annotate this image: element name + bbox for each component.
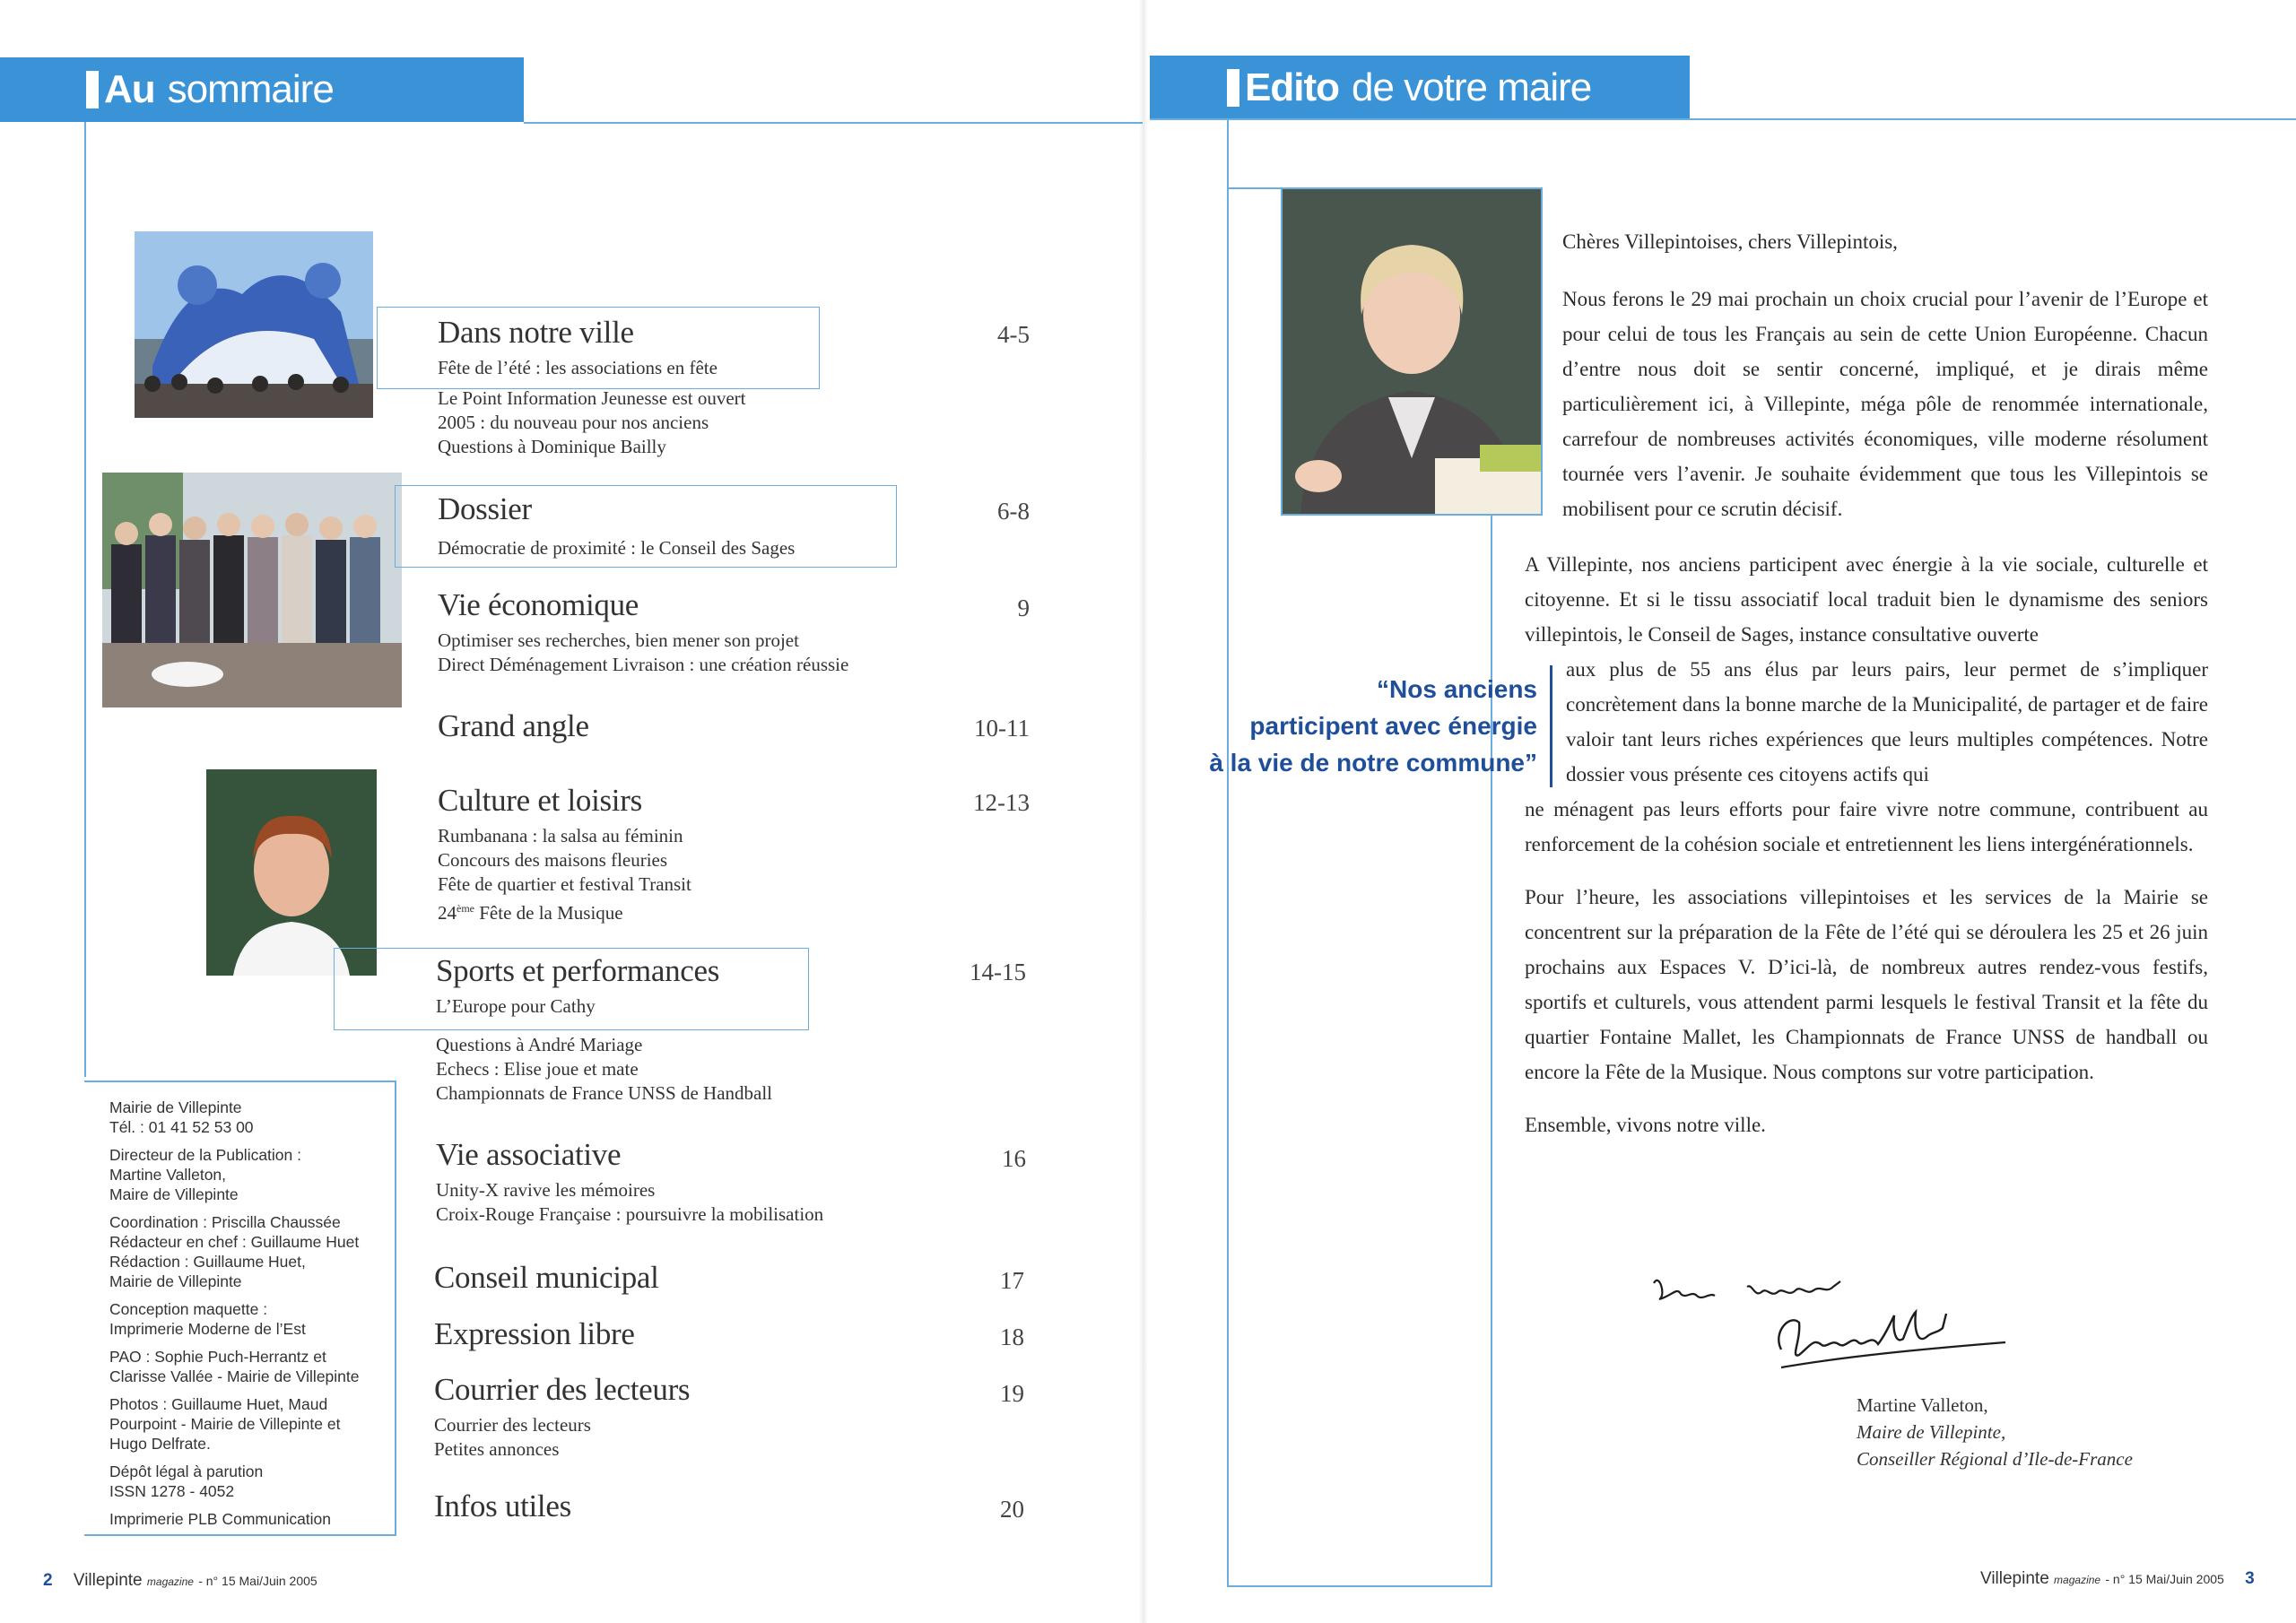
header-bar-mark bbox=[1227, 69, 1239, 107]
toc-sub: Questions à André Mariage bbox=[436, 1034, 643, 1055]
header-bold-word: Edito bbox=[1245, 65, 1339, 109]
toc-entry-courrier[interactable] bbox=[434, 1372, 690, 1462]
toc-title: Culture et loisirs bbox=[438, 783, 642, 818]
toc-entry-vie-economique[interactable] bbox=[438, 587, 848, 677]
quote-bar bbox=[1550, 665, 1552, 787]
toc-entry-dossier[interactable] bbox=[438, 491, 795, 560]
header-bold-word: Au bbox=[104, 67, 155, 111]
toc-title: Courrier des lecteurs bbox=[434, 1372, 691, 1407]
toc-title: Grand angle bbox=[438, 708, 589, 743]
credits-line: ISSN 1278 - 4052 bbox=[109, 1482, 235, 1500]
toc-entry-vie-associative[interactable] bbox=[436, 1137, 823, 1227]
footer-magazine: magazine bbox=[146, 1575, 194, 1588]
credits-block-mairie bbox=[109, 1098, 396, 1137]
toc-page-number: 10-11 bbox=[974, 715, 1030, 742]
toc-title: Vie associative bbox=[436, 1137, 622, 1172]
toc-sub: Petites annonces bbox=[434, 1438, 560, 1460]
toc-entry-grand-angle[interactable] bbox=[438, 708, 589, 744]
toc-title: Vie économique bbox=[438, 587, 639, 622]
credits-line: Hugo Delfrate. bbox=[109, 1435, 211, 1453]
credits-text bbox=[109, 1098, 396, 1537]
toc-title: Dossier bbox=[438, 491, 532, 526]
footer-issue: - n° 15 Mai/Juin 2005 bbox=[198, 1574, 317, 1588]
credits-line: Maire de Villepinte bbox=[109, 1185, 239, 1203]
credits-line: Dépôt légal à parution bbox=[109, 1462, 264, 1480]
toc-title: Sports et performances bbox=[436, 953, 720, 988]
toc-sub: Echecs : Elise joue et mate bbox=[436, 1058, 639, 1080]
toc-sub: Unity-X ravive les mémoires bbox=[436, 1179, 656, 1201]
toc-title: Expression libre bbox=[434, 1316, 635, 1351]
footer-issue: - n° 15 Mai/Juin 2005 bbox=[2105, 1572, 2224, 1586]
handwritten-signature bbox=[1647, 1260, 2023, 1394]
edito-para2-top bbox=[1525, 547, 2208, 652]
toc-sub: Le Point Information Jeunesse est ouvert bbox=[438, 387, 746, 409]
signature-role: Maire de Villepinte, bbox=[1857, 1421, 2006, 1443]
credits-block-imprimerie bbox=[109, 1509, 396, 1529]
edito-paragraph-2b: aux plus de 55 ans élus par leurs pairs, leur permet de s’impliquer concrètement dans la bonne marche de la Municipalité, de partager et de faire valoir tant leurs riches expériences que leurs multiples compétences. Notre dossier vous présente ces citoyens actifs qui bbox=[1566, 658, 2208, 785]
quote-line: à la vie de notre commune” bbox=[1209, 749, 1537, 777]
edito-para2-bottom bbox=[1525, 792, 2208, 1160]
header-rule bbox=[524, 122, 1143, 124]
toc-entry-expression-libre[interactable] bbox=[434, 1316, 635, 1352]
photo-inflatable-slide bbox=[135, 231, 373, 418]
footer-magazine: magazine bbox=[2054, 1574, 2101, 1586]
credits-block-directeur bbox=[109, 1145, 396, 1204]
sommaire-header bbox=[0, 57, 524, 122]
toc-sub: Direct Déménagement Livraison : une création réussie bbox=[438, 654, 849, 675]
credits-line: Tél. : 01 41 52 53 00 bbox=[109, 1118, 254, 1136]
credits-block-photos bbox=[109, 1394, 396, 1454]
signature-role: Conseiller Régional d’Ile-de-France bbox=[1857, 1448, 2133, 1470]
toc-entry-conseil-municipal[interactable] bbox=[434, 1260, 659, 1296]
toc-page-number: 12-13 bbox=[973, 789, 1030, 816]
credits-line: Mairie de Villepinte bbox=[109, 1272, 242, 1290]
credits-line: Martine Valleton, bbox=[109, 1166, 227, 1184]
photo-frame-top bbox=[1227, 187, 1281, 189]
edito-paragraph-2c: ne ménagent pas leurs efforts pour faire vivre notre commune, contribuent au renforcement de la cohésion sociale et entretiennent les liens intergénérationnels. bbox=[1525, 798, 2208, 855]
toc-page-number: 17 bbox=[1000, 1267, 1024, 1294]
toc-page-number: 9 bbox=[1017, 595, 1030, 621]
footer-brand: Villepinte bbox=[73, 1571, 143, 1590]
credits-block-redaction bbox=[109, 1212, 396, 1291]
edito-top-column bbox=[1562, 224, 2208, 544]
ordinal-rest: Fête de la Musique bbox=[474, 902, 623, 924]
toc-entry-infos-utiles[interactable] bbox=[434, 1488, 571, 1524]
credits-block-depot bbox=[109, 1462, 396, 1501]
toc-sub: Fête de quartier et festival Transit bbox=[438, 873, 691, 895]
credits-line: Clarisse Vallée - Mairie de Villepinte bbox=[109, 1367, 360, 1385]
right-frame-line bbox=[1227, 120, 1229, 1587]
photo-portrait-woman bbox=[206, 769, 377, 976]
header-light-word: sommaire bbox=[167, 67, 334, 111]
footer-left bbox=[43, 1571, 317, 1591]
toc-sub: 2005 : du nouveau pour nos anciens bbox=[438, 412, 709, 433]
toc-title: Infos utiles bbox=[434, 1488, 571, 1523]
header-rule bbox=[1150, 118, 2296, 120]
toc-sub: Questions à Dominique Bailly bbox=[438, 436, 666, 457]
credits-line: Coordination : Priscilla Chaussée bbox=[109, 1213, 341, 1231]
toc-sub: L’Europe pour Cathy bbox=[436, 995, 596, 1017]
credits-line: Conception maquette : bbox=[109, 1300, 268, 1318]
toc-entry-culture-loisirs[interactable] bbox=[438, 783, 691, 925]
credits-line: Imprimerie PLB Communication bbox=[109, 1510, 332, 1528]
credits-line: Photos : Guillaume Huet, Maud bbox=[109, 1395, 328, 1413]
edito-header bbox=[1150, 56, 1690, 120]
credits-line: Rédacteur en chef : Guillaume Huet bbox=[109, 1233, 360, 1251]
ordinal-suffix: ème bbox=[457, 902, 474, 915]
quote-line: participent avec énergie bbox=[1249, 712, 1537, 740]
credits-line: Pourpoint - Mairie de Villepinte et bbox=[109, 1415, 341, 1433]
footer-brand: Villepinte bbox=[1980, 1569, 2049, 1588]
pull-quote bbox=[1193, 671, 1537, 781]
toc-entry-sports[interactable] bbox=[436, 953, 772, 1106]
toc-page-number: 14-15 bbox=[970, 959, 1026, 985]
header-bar-mark bbox=[86, 71, 99, 108]
signature-name: Martine Valleton, bbox=[1857, 1394, 1988, 1416]
toc-entry-dans-notre-ville[interactable] bbox=[438, 315, 746, 459]
credits-line: Imprimerie Moderne de l’Est bbox=[109, 1320, 306, 1338]
toc-page-number: 6-8 bbox=[997, 498, 1030, 525]
toc-title: Dans notre ville bbox=[438, 315, 634, 350]
toc-sub: Fête de l’été : les associations en fête bbox=[438, 357, 718, 378]
credits-block-pao bbox=[109, 1347, 396, 1386]
toc-sub: Concours des maisons fleuries bbox=[438, 849, 668, 871]
toc-page-number: 18 bbox=[1000, 1324, 1024, 1350]
text-frame-bottom bbox=[1227, 1585, 1492, 1587]
toc-sub: Championnats de France UNSS de Handball bbox=[436, 1082, 773, 1104]
page-number: 3 bbox=[2245, 1569, 2255, 1588]
photo-conseil-des-sages bbox=[102, 473, 402, 707]
credits-line: Directeur de la Publication : bbox=[109, 1146, 301, 1164]
footer-right bbox=[1980, 1569, 2255, 1589]
ordinal-number: 24 bbox=[438, 902, 457, 924]
toc-sub: Rumbanana : la salsa au féminin bbox=[438, 825, 683, 846]
page-spine bbox=[1139, 0, 1148, 1623]
page-number: 2 bbox=[43, 1571, 53, 1590]
edito-para2-middle bbox=[1566, 652, 2208, 792]
quote-line: “Nos anciens bbox=[1377, 675, 1537, 703]
credits-line: Rédaction : Guillaume Huet, bbox=[109, 1253, 306, 1271]
toc-title: Conseil municipal bbox=[434, 1260, 659, 1295]
left-frame-line bbox=[84, 122, 86, 1077]
toc-page-number: 20 bbox=[1000, 1496, 1024, 1523]
edito-paragraph-3: Pour l’heure, les associations villepintoises et les services de la Mairie se concentrent sur la préparation de la Fête de l’été qui se déroulera les 25 et 26 juin prochains aux Espaces V. D’ici-là, de nombreux autres rendez-vous festifs, sportifs et culturels, vous attendent parmi lesquels le festival Transit et la fête du quartier Fontaine Mallet, les Championnats de France UNSS de handball ou encore la Fête de la Musique. Nous comptons sur votre participation. bbox=[1525, 886, 2208, 1083]
signature-block bbox=[1857, 1392, 2133, 1472]
edito-paragraph-4: Ensemble, vivons notre ville. bbox=[1525, 1114, 1766, 1136]
edito-paragraph-2a: A Villepinte, nos anciens participent avec énergie à la vie sociale, culturelle et citoyenne. Et si le tissu associatif local traduit bien le dynamisme des seniors villepintois, le Conseil de Sages, instance consultative ouverte bbox=[1525, 553, 2208, 646]
photo-mayor bbox=[1281, 187, 1543, 516]
toc-sub-fete-musique bbox=[438, 897, 691, 925]
toc-page-number: 4-5 bbox=[997, 321, 1030, 348]
credits-line: Mairie de Villepinte bbox=[109, 1098, 242, 1116]
toc-page-number: 16 bbox=[1002, 1145, 1026, 1172]
credits-line: PAO : Sophie Puch-Herrantz et bbox=[109, 1348, 326, 1366]
toc-page-number: 19 bbox=[1000, 1380, 1024, 1407]
toc-sub: Courrier des lecteurs bbox=[434, 1414, 591, 1436]
edito-paragraph-1: Nous ferons le 29 mai prochain un choix crucial pour l’avenir de l’Europe et pour celui de tous les Français au sein de cette Union Européenne. Chacun d’entre nous doit se sentir concerné, impliqué, et je dirais même particulièrement ici, à Villepinte, méga pôle de renommée internationale, carrefour de nombreuses activités économiques, ville moderne résolument tournée vers l’avenir. Je souhaite évidemment que tous les Villepintois se mobilisent pour ce scrutin décisif. bbox=[1562, 288, 2208, 520]
toc-sub: Optimiser ses recherches, bien mener son projet bbox=[438, 629, 799, 651]
greeting: Chères Villepintoises, chers Villepintois, bbox=[1562, 230, 1898, 253]
header-light-word: de votre maire bbox=[1351, 65, 1592, 109]
credits-block-maquette bbox=[109, 1299, 396, 1339]
toc-sub: Démocratie de proximité : le Conseil des Sages bbox=[438, 537, 796, 559]
toc-sub: Croix-Rouge Française : poursuivre la mobilisation bbox=[436, 1203, 824, 1225]
